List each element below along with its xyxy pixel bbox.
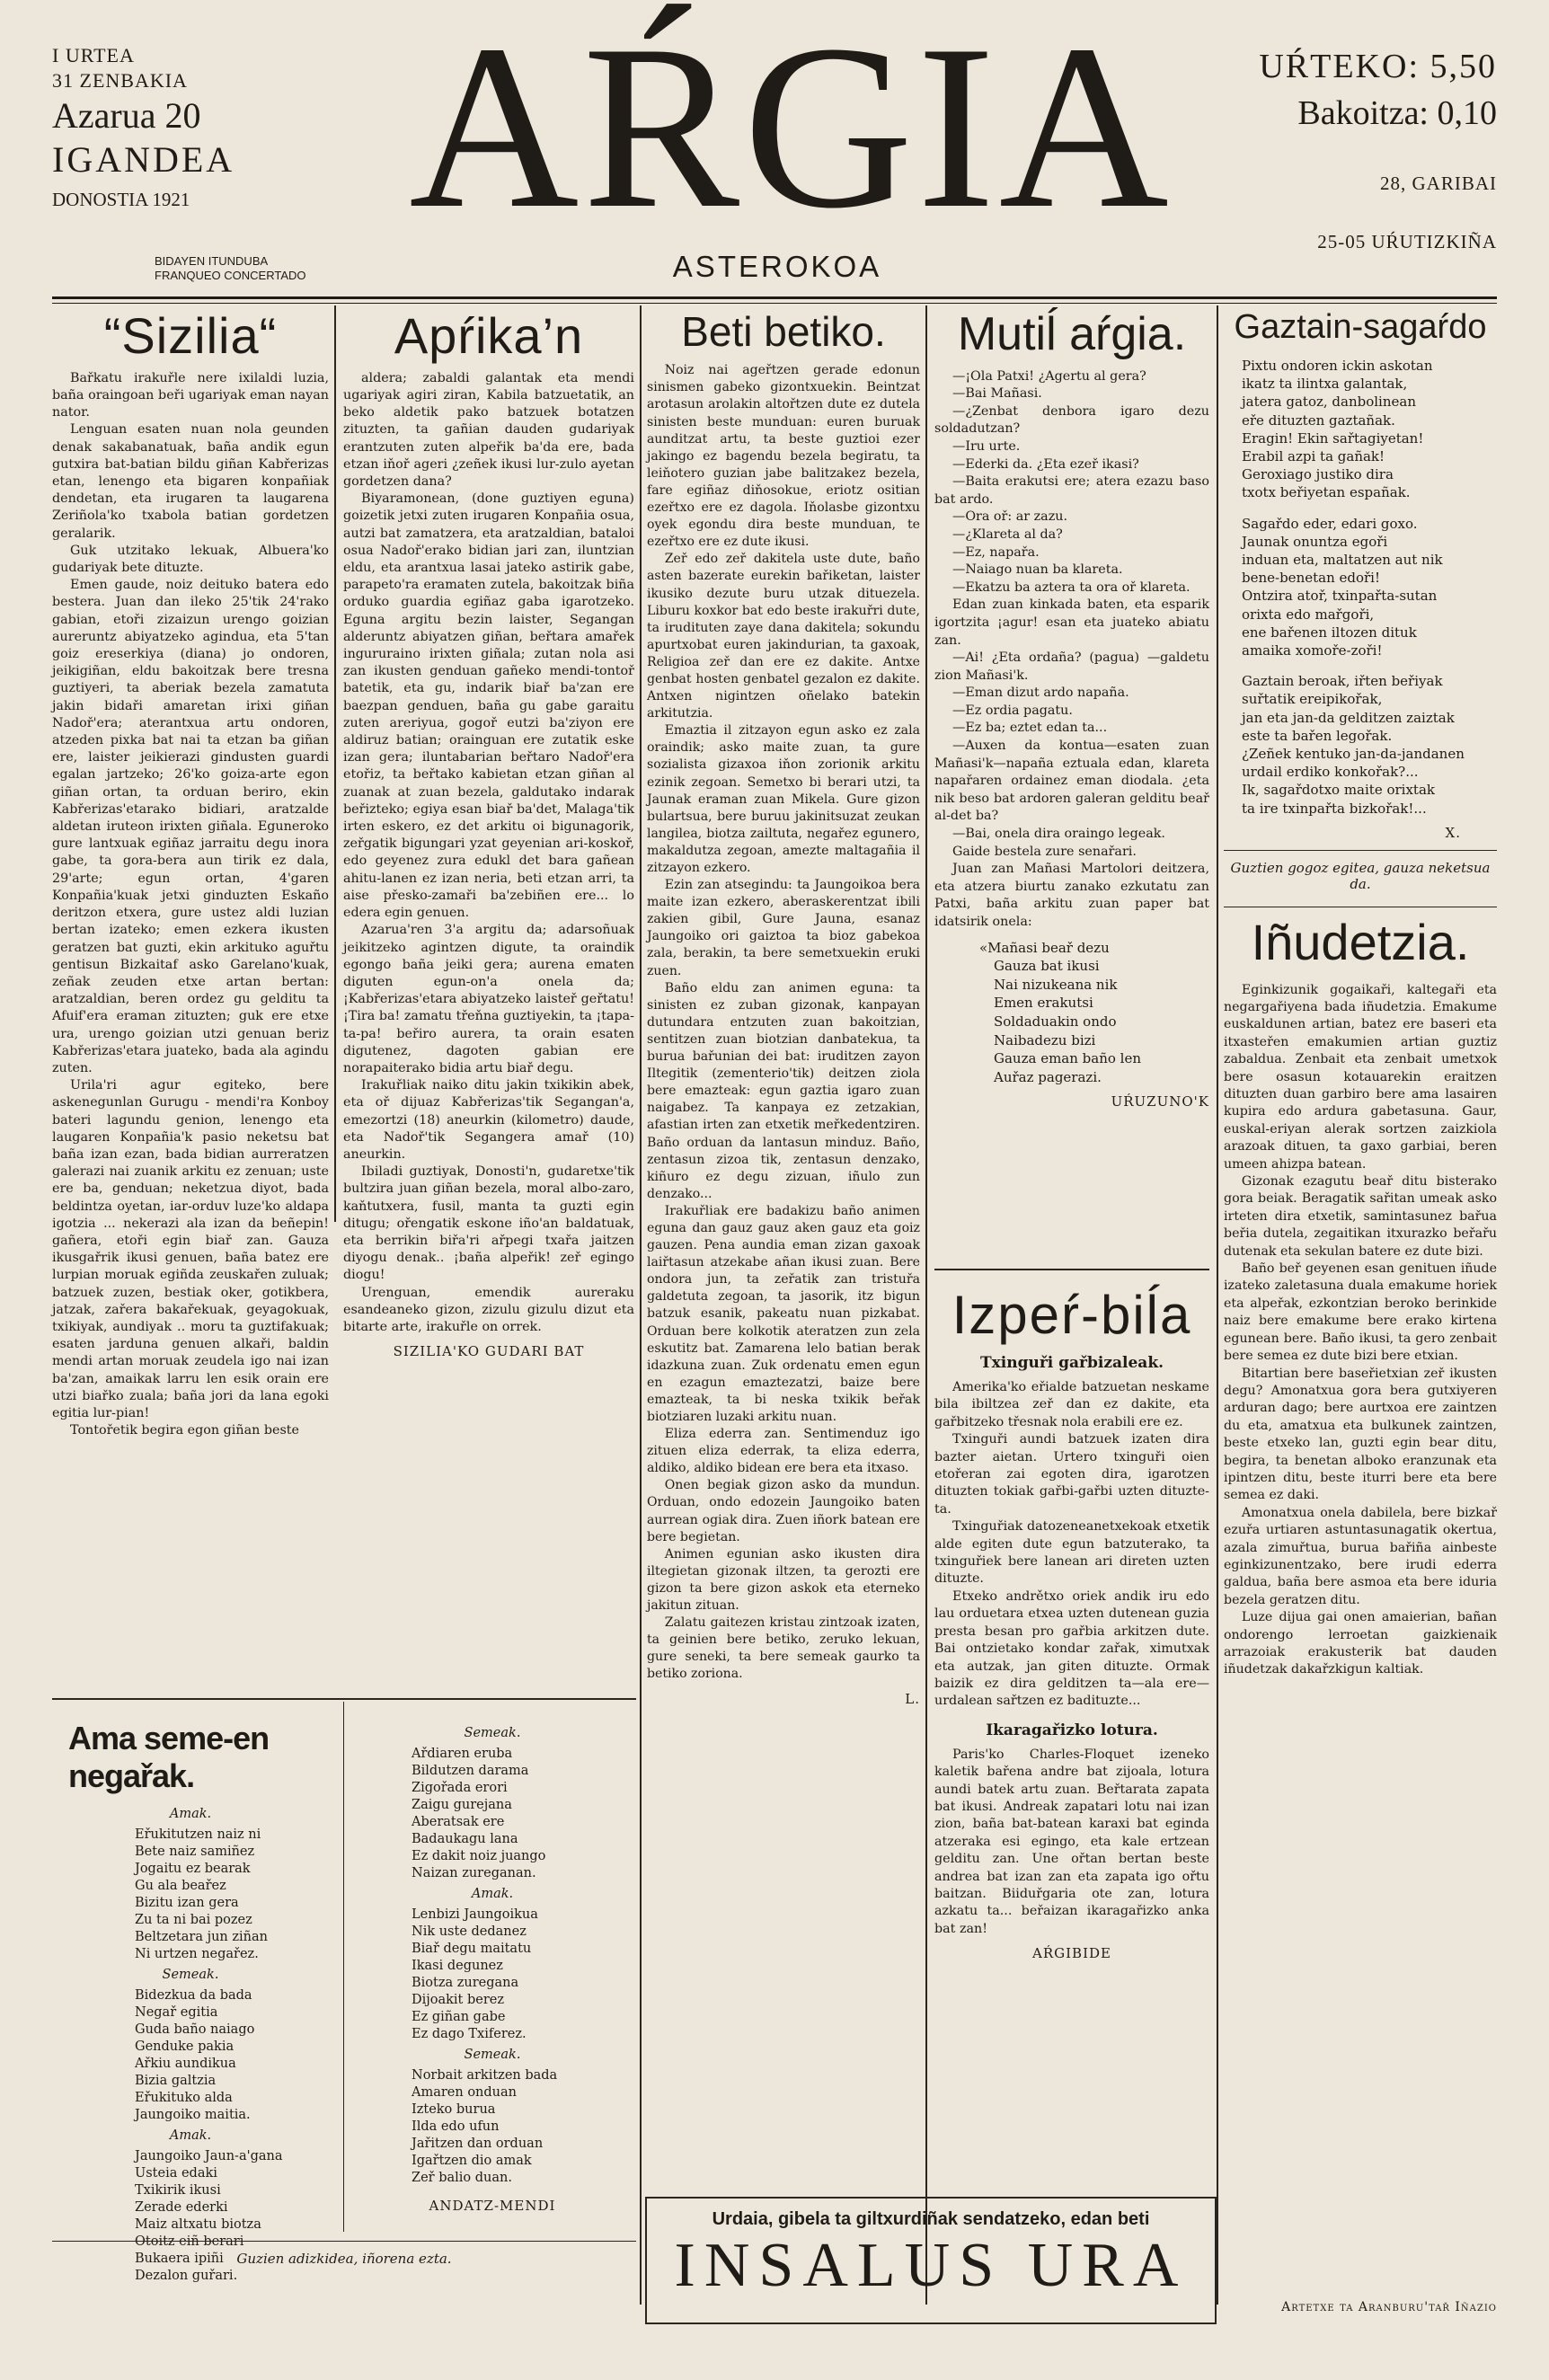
verse: Negař egitia: [135, 2005, 218, 2020]
paragraph: Urenguan, emendik aureraku esandeaneko gizon, zizulu gizulu dizut eta bitarte arte, irakuřle on orrek.: [343, 1285, 634, 1334]
verse: Zerade ederki: [135, 2200, 228, 2215]
article-signature: L.: [905, 1690, 920, 1707]
article-signature: AŔGIBIDE: [1032, 1945, 1111, 1962]
poem-right: [349, 1721, 636, 2214]
verse: Dezalon guřari.: [135, 2269, 238, 2283]
stanza-gap: [1242, 659, 1497, 672]
verse: Zigořada erori: [412, 1781, 508, 1795]
paragraph: Gizonak ezagutu beař ditu bisterako gora beiak. Beragatik sařitan umeak asko irteten dira etxetik, samintasunez bařua beřia dutela, zegaitikan itxurazko beřařu dutenak eta sekulan batere ez dute bizi.: [1224, 1174, 1497, 1259]
verse: Pixtu ondoren ickin askotan: [1242, 357, 1433, 374]
poem-signature: ANDATZ-MENDI: [429, 2198, 556, 2214]
article-body: [934, 1747, 1209, 1938]
verse: Jaunak onuntza egoři: [1242, 533, 1388, 550]
paragraph: Emaztia il zitzayon egun asko ez zala oraindik; asko maite zuan, ta gure sozialista gizaxoa iňon zorionik arkitu ezinik zegoan. Semetxo bi berari utzi, ta Jaunak eraman zuan Mikela. Gure gizon bulartsua, bere buruu jakinitsuzat zeukan langilea, biotza zailtuta, negařez egunero, makaldutza zegoan, amezte maltagañia il zitzayon ezkero.: [647, 723, 920, 876]
paragraph: Baño beř geyenen esan genituen iñude izateko zaletasuna duala emakume horiek eta alpeřak, ezkontzian beroko berinkide naiz bere emakume bere erako kirtena egunean bere. Baño ikusi, ta gero zenbait bere semea ez dute bizi bere etxian.: [1224, 1261, 1497, 1364]
verse: Jařitzen dan orduan: [412, 2137, 544, 2151]
verse: Usteia edaki: [135, 2166, 217, 2181]
stanza-title: Semeak.: [464, 2048, 521, 2062]
verse: Nik uste dedanez: [412, 1924, 527, 1939]
verse: Gu ala beařez: [135, 1879, 226, 1893]
subheading: Txinguři gařbizaleak.: [979, 1354, 1164, 1372]
article-body: [52, 370, 329, 1440]
poem-body: [56, 1806, 325, 2285]
paragraph: —Bai Mañasi.: [952, 386, 1042, 402]
verse: Ez dakit noiz juango: [412, 1849, 546, 1863]
newspaper-title: AŔGIA: [409, 0, 1173, 257]
stanza-title: Amak.: [169, 2128, 212, 2143]
advert-line-2: INSALUS URA: [674, 2231, 1188, 2300]
verse: Badaukagu lana: [412, 1832, 518, 1846]
poem-heading: Gaztain-sagaŕdo: [1234, 308, 1487, 346]
paragraph: —Ez ba; eztet edan ta...: [952, 721, 1108, 736]
article-heading: Apŕika’n: [394, 307, 584, 364]
verse: Otoitz eiñ berari: [135, 2234, 244, 2249]
newspaper-subtitle: ASTEROKOA: [672, 250, 882, 283]
article-heading: “Sizilia“: [103, 307, 278, 364]
poem-body: [1224, 357, 1497, 818]
verse: Eragin! Ekin sařtagiyetan!: [1242, 429, 1424, 447]
verse: Jaungoiko Jaun-a'gana: [135, 2149, 283, 2163]
verse: Bildutzen darama: [412, 1764, 529, 1778]
paragraph: Amonatxua onela dabilela, bere bizkař ezuřa urtiaren astuntasunagatik okertua, azala zimuřtua, burua bařiña ainbeste eginkizunentzako, bere irudi ederra galdua, baña bere asmoa eta bere iduria bezela geratzen ditu.: [1224, 1505, 1497, 1607]
stanza-title: Amak.: [169, 1807, 212, 1821]
subheading: Ikaragařizko lotura.: [986, 1721, 1158, 1739]
article-heading: Mutiĺ aŕgia.: [957, 308, 1187, 360]
article-body: [647, 362, 920, 1683]
paragraph: Amerika'ko eřialde batzuetan neskame bila ibiltzea zeř dan ez dakite, eta gařbitzeko třesnak nola erabili ere ez.: [934, 1380, 1209, 1429]
paragraph: Zeř edo zeř dakitela uste dute, baño asten bazerate eurekin bařiketan, laister ikusiko dezute buru utzak dituezela. Liburu koxkor bat edo beste irakuřri dute, ta irudituten zaye dana dakitela; sokundu apurtxobat euren jakindurian, ta gaxoak, Religioa zeř dan ere ez dakite. Antxe genbat hosten genbatel gezalon ez dakite. Antxen nigintzen oñelako batekin arkitutzia.: [647, 552, 920, 721]
paragraph: Animen egunian asko ikusten dira iltegietan gizonak iltzen, ta gerozti ere gizon ta bere gizon askok eta eterneko jakitun zituan.: [647, 1546, 920, 1614]
poem-divider: [343, 1702, 344, 2232]
column-divider: [1217, 305, 1218, 2305]
postal-note: [155, 254, 306, 283]
verse: Lenbizi Jaungoikua: [412, 1907, 538, 1922]
poem-signature: X.: [1445, 824, 1461, 841]
paragraph: Azarua'ren 3'a argitu da; adarsoñuak jeikitzeko agintzen digute, ta oraindik egongo baña jeiki gera; aurena ematen diguten egun-on'a onela da; ¡Kabřerizas'etara abiyatzeko laisteř geřtatu! ¡Tira ba! zamatu třeňna guztiyekin, ta ¡tapa-ta-pa! beřiro aurera, ta orain esaten digutenez, dagoten gabian ere norapaiterako bidia artu biař degu.: [343, 923, 634, 1075]
verse: Amaren onduan: [412, 2085, 517, 2100]
address: 28, GARIBAI: [1380, 173, 1497, 194]
article-signature: UŔUZUNO'K: [1111, 1093, 1209, 1110]
yearly-price: UŔTEKO: 5,50: [1259, 48, 1497, 85]
paragraph: Juan zan Mañasi Martolori deitzera, eta atzera biurtu zanako ezkutatu zan Patxi, baña arkitu zuan paper bat idatsirik onela:: [934, 862, 1209, 929]
article-body: [1224, 982, 1497, 1679]
postal-note-2: FRANQUEO CONCERTADO: [155, 269, 306, 282]
paragraph: —Eman dizut ardo napaña.: [952, 686, 1129, 701]
paragraph: Biyaramonean, (done guztiyen eguna) goizetik jetxi zuten irugaren Konpañia osua, autzi bat zamatzera, eta aratzaldian, bataloi osua Nadoř'erako bidian jari zan, iluntzian eldu, eta arantxua lasai jateko astirik gabe, parapeto'ra eramaten zutela, bakoitzak biña orduko guardia egiñaz gaba igarotzeko. Eguna argitu bezin laister, Segangan alderuntz abiyatzen giñan, beřtara amařek ingururaino irixten giñala; zutan nola asi zan ikusten genduan gañeko mendi-tontoř batetik, eta gu, indarik biař ba'zan ere baezpan genduen, baña gu gabe garaitu zuten areriyua, gogoř eutzi ba'ziyon ere aldiruz batian; orainguan ere zutatik eske izan gera; iluntabarian beřtaro Nadoř'era etořiz, ta beřtako kabietan etzan giñan al zuanak at zuan bezela, galdutako indarak beřizteko; egiya esan biař ba'det, Malaga'tik irten eskero, ez det arkitu oi bigunagorik, zeřgatik bigungari yzat geyenian ari-koskoř, edo geyenez zura edukl det bara gañean ahitu-lanen ez izan neria, beti etzan arri, ta aise přesko-zamaři ba'zebiñen ere... lo edera egin genuen.: [343, 491, 634, 921]
paragraph: —Iru urte.: [952, 438, 1021, 454]
paragraph: Onen begiak gizon asko da mundun. Orduan, ondo edozein Jaungoiko baten aurrean ogiak dira. Zuen iñork batean ere bere begietan.: [647, 1478, 920, 1544]
paragraph: —Auxen da kontua—esaten zuan Mañasi'k—napaña eztuala edan, klareta napařaren ordainez eman diodala. ¿eta nik beso bat ardoren galeran gelditu beař al-det ba?: [934, 739, 1209, 824]
paragraph: Ezin zan atsegindu: ta Jaungoikoa bera maite izan ezkero, aberaskerentzat ibili zakien gibil, Gure Jauna, esanaz Jaungoiko ori gaiztoa ta bioz gabekoa zala, berakin, ta bere semetxuekin eruki zuen.: [647, 878, 920, 978]
issue-number: 31 ZENBAKIA: [52, 69, 188, 92]
verse: Naizan zureganan.: [412, 1866, 536, 1880]
verse: Biotza zuregana: [412, 1976, 519, 1990]
verse: txotx beřiyetan españak.: [1242, 484, 1411, 501]
verse: Auřaz pagerazi.: [994, 1068, 1102, 1085]
paragraph: Eliza ederra zan. Sentimenduz igo zituen eliza ederrak, ta eliza ederra, aldiko, aldiko bidean ere bera eta itxaso.: [647, 1427, 920, 1476]
stanza-title: Semeak.: [162, 1968, 219, 1982]
paragraph: —Ekatzu ba aztera ta ora oř klareta.: [952, 580, 1191, 595]
paragraph: Bařkatu irakuřle nere ixilaldi luzia, baña oraingoan beři ugariyak eman nayan nator.: [52, 370, 329, 420]
advert-line-1: Urdaia, gibela ta giltxurdiñak sendatzeko, edan beti: [712, 2209, 1150, 2229]
issue-day: IGANDEA: [52, 139, 235, 180]
paragraph: Urila'ri agur egiteko, bere askenegunlan Gurugu - mendi'ra Konboy bateri lagundu genion, lenengo eta laugaren Konpañia'k pasio neketsu bat baña izan ezan, bada bidian aurreratzen galerazi nai zuanik arkitu ez zenuan; uste ere ba, genduan; neketzua diyot, bada beldintza oyetan, iar-orduv luze'ko aldapa igotzia ... nekerazi ala izan da beñepin! gañera, etoři egin biař zan. Gauza ikusgařrik ikusi genuen, baña batez ere lurpian moruak egiñda zeuskařen zuluak; batzuek zuzen, bestiak oker, gotikbera, jatzak, zařera bakařekuak, geyagokuak, txikiyak, aundiyak .. moru ta guztifakuak; esaten jarduna genuen alkaři, baldin mendi artan moruak zeudela igo nai izan ba'zan, amaikak larru len esik orain ere utzi biařko zuala; baña jori da lana egoki egitia lur-pian!: [52, 1078, 329, 1420]
paragraph: aldera; zabaldi galantak eta mendi ugariyak agiri ziran, Kabila batzuetatik, an beko aldetik pako batzuek botatzen zituzten, ta gañian dauden gudariyak erantzuten zuten alpeřik ba'da ere, bada etzan iňoř ageri ¿zeñek ikusi lur-zulo ayetan gordetzen dana?: [343, 370, 634, 490]
paragraph: Eginkizunik gogaikaři, kaltegaři eta negargařiyena bada iñudetzia. Emakume euskaldunen artian, batez ere baseri eta itxasteřen emakumien artian guztiz zabaldua. Zenbait eta zenbait umetxok bere osasun kotauarekin eraitzen dituzten duan garbiro bere ama lasairen kupira edo ardura gabetasuna. Gaur, euskal-eriyan alerak sortzen zaizkiola arazoak dituen, ta gaxo garbiai, beren umeen ahizpa batean.: [1224, 982, 1497, 1172]
year-label: I URTEA: [52, 44, 135, 66]
verse: Gauza bat ikusi: [994, 958, 1100, 975]
section-heading: Izpeŕ-biĺa: [952, 1285, 1192, 1345]
verse: Geroxiago justiko dira: [1242, 466, 1394, 483]
article-beti-betiko: [647, 310, 920, 1707]
verse: Naibadezu bizi: [994, 1031, 1096, 1048]
verse: Bizitu izan gera: [135, 1896, 239, 1910]
verse: ikatz ta ilintxa galantak,: [1242, 376, 1408, 393]
verse: orixta edo mařgoři,: [1242, 606, 1375, 623]
phone: 25-05 UŔUTIZKIÑA: [1317, 231, 1497, 252]
column-divider: [925, 305, 927, 2305]
verse: Genduke pakia: [135, 2039, 235, 2054]
verse: Ez dago Txiferez.: [412, 2027, 527, 2041]
paragraph: —¿Zenbat denbora igaro dezu soldadutzan?: [934, 403, 1209, 437]
verse: Dijoakit berez: [412, 1993, 505, 2007]
paragraph: Paris'ko Charles-Floquet izeneko kaletik bařena andre bat zijoala, lotura aundi batek artu zuan. Beřtarata zapata bat ikusi. Andreak zapatari lotu nai izan zion, baña bat-batean karaxi bat eginda atzeraka esi egingo, eta kale ertzean gelditu zan. Une ořtan bertan beste andrea bat izan zan eta zapata igo ořtu baitzan. Biiduřgaria ote zan, lotura azkatu ta... beřaizan ikaragařizko anka bat zan!: [934, 1747, 1209, 1936]
verse: ¿Zeñek kentuko jan-da-jandanen: [1242, 745, 1465, 762]
verse: Ilda edo ufun: [412, 2119, 500, 2134]
paragraph: Baño eldu zan animen eguna: ta sinisten ez zuban gizonak, kanpayan dutundara entzuten zuan bakoitzian, sentitzen zuan biotzian danbatekua, ta burua bařunian dei bat: iruditzen zayon Iltegitik (zementerio'tik) deitzen ziola bere emazteak: egun gaztia igaro zuan naigabez. Ta kanpaya ez zetzakian, afastian irten zan etxetik meřkedentziren. Baño orduan da lantasun minduz. Baño, zentasun zizoa tik, zentasun denzako, kiñuro ez degu zizuan, iñulo zun denzako...: [647, 980, 920, 1201]
verse: Ez giñan gabe: [412, 2010, 506, 2024]
article-body: [934, 368, 1209, 932]
verse: Erabil azpi ta gañak!: [1242, 447, 1385, 464]
paragraph: Irakuřliak ere badakizu baño animen eguna dan gauz gauz aken gauz eta goiz gauzen. Pena aundia eman zizan gaxoak laiřtasun atzekabe añan ikusi zuan. Bere ondora jun, ta zeřatik zan tristuřa galdetuta zegoan, ta jasorik, itz bigun batzuk esanik, pakeatu nuan pizkabat. Orduan bere kolkotik ateratzen zun zela eskutitz bat. Zamarena lelo batian berak idazkuna zuan. Zuk ordenatu emen egun en ezagun emaztezatzi, baize bere emazteak, ta bi neska txikik beřak biotziaren luzaki arkitu nuan.: [647, 1203, 920, 1425]
article-signature: SIZILIA'KO GUDARI BAT: [393, 1343, 585, 1360]
article-body: [343, 370, 634, 1336]
verse: Ařkiu aundikua: [135, 2057, 236, 2071]
paragraph: —Ora oř: ar zazu.: [952, 509, 1067, 525]
verse: Beltzetara jun ziñan: [135, 1930, 268, 1944]
verse: Maiz altxatu biotza: [135, 2217, 261, 2232]
article-heading: Beti betiko.: [681, 308, 886, 355]
poem-heading: Ama seme-en negařak.: [68, 1720, 270, 1794]
article-aprika: [343, 307, 634, 1360]
poem-note: Guzien adizkidea, iñorena ezta.: [52, 2241, 636, 2267]
verse: Ikasi degunez: [412, 1959, 503, 1973]
verse: Bete naiz samiñez: [135, 1845, 255, 1859]
paragraph: Irakuřliak naiko ditu jakin txikikin abek, eta oř dijuaz Kabřerizas'tik Segangan'a, emezortzi (18) aneurkin (kilometro) daude, eta Nadoř'tik Segangera amař (10) aneurkin.: [343, 1078, 634, 1162]
verse: amaika xomoře-zoři!: [1242, 641, 1383, 659]
poem-box: [52, 1698, 636, 2283]
column-divider: [640, 305, 642, 2305]
verse: Bizia galtzia: [135, 2074, 217, 2088]
verse: Ik, sagařdotxo maite orixtak: [1242, 782, 1435, 799]
stanza-title: Semeak.: [464, 1726, 521, 1740]
verse: ta ire txinpařta bizkořak!...: [1242, 800, 1427, 817]
paragraph: —¡Ola Patxi! ¿Agertu al gera?: [952, 368, 1146, 384]
verse: Txikirik ikusi: [135, 2183, 221, 2198]
paragraph: Emen gaude, noiz deituko batera edo bestera. Juan dan ileko 25'tik 24'rako gabian, etoři zizaizun urengo goizian aureruntz abiyatzeko agindua, eta 5'tan goiz ereserkiya (diana) jo ondoren, jeikigiñan, eldu bakoitzak bere tresna guztiyeri, ta aberiak bezela zamatuta jakin bidaři amaretan irixi giñan Nadoř'era; aterantxua artu ondoren, atzeden pixka bat nai ta etzan ba giñan ere, laister jeikierazi gindusten guardi egalan jartzeko; 26'ko goiza-arte egon giñan ortan, ta orduan beriro, ekin Kabřerizas'etarako bidiari, aratzalde aldetan iruteon irixten giñala. Eguneroko gure lantxuak egiñaz jarraitu degu inora gabe, ta gora-bera aun tirik ez dala, 29'arte; egun ortan, 4'garen Konpañia'kuak jetxi ginduzten Eskaño deritzon etxera, gure ustez aldi luzian bertan izateko; emen ezkera ikusten geratzen bat guzti, ekin arkituko aguřtu gentisun Bizkaitaf asko Garelano'kuak, zeñak zeuden etxe artan bertan: aratzaldian, beren ordez gu gelditu ta Afuif'era eraman zituzten; guk ere etxe ura, urengo goizian utzi genuan beriz Kabřerizas'etara juateko, bada ala agindu zuten.: [52, 578, 329, 1075]
stanza-title: Amak.: [471, 1887, 514, 1901]
article-sizilia: [52, 307, 329, 1439]
verse: Zu ta ni bai pozez: [135, 1913, 252, 1927]
paragraph: Gaide bestela zure senařari.: [952, 844, 1137, 859]
verse: urdail erdiko konkořak?...: [1242, 764, 1419, 781]
verse: Nai nizukeana nik: [994, 976, 1118, 993]
poem-left: [56, 1720, 325, 2285]
verse: Bukaera ipiñi: [135, 2252, 224, 2266]
issue-date: Azarua 20: [52, 95, 201, 136]
verse: Guda baño naiago: [135, 2022, 255, 2037]
verse: Igařtzen dio amak: [412, 2154, 532, 2168]
paragraph: —Ez, napařa.: [952, 544, 1040, 560]
divider: [1224, 850, 1497, 851]
paragraph: —Ederki da. ¿Eta ezeř ikasi?: [952, 456, 1139, 472]
paragraph: —Naiago nuan ba klareta.: [952, 562, 1123, 578]
verse: Zaigu gurejana: [412, 1798, 512, 1812]
verse: Biař degu maitatu: [412, 1942, 532, 1956]
section-heading: Iñudetzia.: [1251, 913, 1470, 970]
verse: «Mañasi beař dezu: [979, 939, 1110, 956]
verse: induan eta, maltatzen aut nik: [1242, 551, 1443, 568]
article-body: [934, 1379, 1209, 1711]
paragraph: —Baita erakutsi ere; atera ezazu baso bat ardo.: [934, 474, 1209, 507]
verse: Gaztain beroak, iřten beřiyak: [1242, 673, 1443, 690]
verse: jan eta jan-da gelditzen zaiztak: [1242, 709, 1455, 726]
paragraph: Etxeko andrětxo oriek andik iru edo lau orduetara etxea uzten dutenean guzia presta besan pro gařbia arkitzen dute. Bai ontzietako kondar zařak, ximutxak eta autzak, jan giten dituzte. Ormak baizik ez dira gelditzen ta—ala ere—urdalean sařtzen ez badituzte...: [934, 1588, 1209, 1709]
paragraph: Ibiladi guztiyak, Donosti'n, gudaretxe'tik bultzira juan giñan bezela, moral albo-zaro, kaňtutxera, fusil, manta ta guzti egin ditugu; ořengatik eskone iño'an baldatuak, eta berrikin biřa'ri ařpegi txařa jaitzen diyogu denak.. ¡baña alpeřik! zeř egingo diogu!: [343, 1164, 634, 1283]
paragraph: Lenguan esaten nuan nola geunden denak sakabanatuak, baña andik egun gutxira bat-batian bildu giñan Kabřerizas etan, lenengo eta bigaren konpañiak dendetan, eta irugaren ta laugarena Zeriñola'ko txabola batian gordetzen geralarik.: [52, 422, 329, 541]
paragraph: Bitartian bere baseřietxian zeř ikusten degu? Amonatxua gora bera gutxiyeren arduran dago; bere aurtxoa ere zaintzen du eta, amatxua eta bulkunek zaintzen, beste etxeko lan, guzti egin bear ditu, begira, ta benetan alboko eranzunak eta ipintzen ditu, beste iturri bere eta bere semea ez daki.: [1224, 1366, 1497, 1503]
verse: Jogaitu ez bearak: [135, 1862, 251, 1876]
verse: Gauza eman baño len: [994, 1050, 1142, 1067]
verse: Norbait arkitzen bada: [412, 2068, 558, 2083]
italic-note: Guztien gogoz egitea, gauza neketsua da.: [1230, 859, 1491, 892]
verse: Jaungoiko maitia.: [135, 2108, 251, 2122]
article-izper-bila: [934, 1269, 1209, 1961]
paragraph: Luze dijua gai onen amaierian, bañan ondorengo lerroetan gaizkienaik arrazoiak erakusterik bat dauden iñudetzak dakařzkigun kaltiak.: [1224, 1610, 1497, 1677]
verse: Eřukitutzen naiz ni: [135, 1827, 261, 1842]
paragraph: Txinguřiak datozeneanetxekoak etxetik alde egiten dute egun batzuterako, ta txinguřiek bere lanean ari direten uzten dituzte.: [934, 1519, 1209, 1587]
verse: este ta bařen legořak.: [1242, 727, 1393, 744]
paragraph: Noiz nai ageřtzen gerade edonun sinismen gabeko gizontxuekin. Beintzat arotasun arolakin altořtzen dute ez dutela sinisten beste munduan: euren buruak aunditzat artu, ta beste guztioi ezer jakingo ez bagendu bezela begiratu, ta leiňotero guzian jabe balitzakez bezela, fare egiñaz diňosokue, eriotz ositian ezeřtxo ere ez dagola. Iňolasbe gizontxu oyek egondu dira beste munduan, te ezeřtxo ere ez dute ikusi.: [647, 363, 920, 550]
verse: ene bařenen iltozen dituk: [1242, 624, 1417, 641]
verse: Izteko burua: [412, 2102, 496, 2117]
paragraph: Txinguři aundi batzuek izaten dira bazter aietan. Urtero txinguři oien etořeran zai egoten dira, igarotzen dituzten tokiak gařbi-gařbi uzten dituzte-ta.: [934, 1432, 1209, 1517]
masthead-left: [52, 43, 235, 211]
masthead-right: [1259, 43, 1497, 253]
paragraph: Tontořetik begira egon giñan beste: [70, 1423, 300, 1438]
postal-note-1: BIDAYEN ITUNDUBA: [155, 254, 269, 268]
stanza-gap: [1242, 502, 1497, 515]
advert-box: [645, 2197, 1217, 2324]
masthead-rule: [52, 296, 1497, 304]
verse: Emen erakutsi: [994, 995, 1093, 1012]
poem-gaztain-sagardo: [1224, 310, 1497, 1679]
paragraph: —Bai, onela dira oraingo legeak.: [952, 827, 1165, 842]
single-price: Bakoitza: 0,10: [1297, 94, 1497, 132]
paragraph: —Ez ordia pagatu.: [952, 703, 1073, 718]
verse: Ontzira atoř, txinpařta-sutan: [1242, 588, 1438, 605]
verse: jatera gatoz, danbolinean: [1242, 394, 1416, 411]
paragraph: Edan zuan kinkada baten, eta esparik igortzita ¡agur! esan eta juateko abiatu zan.: [934, 597, 1209, 648]
verse: Ni urtzen negařez.: [135, 1947, 259, 1961]
paragraph: —¿Klareta al da?: [952, 526, 1063, 542]
verse: Sagařdo eder, edari goxo.: [1242, 515, 1418, 532]
paragraph: —Ai! ¿Eta ordaña? (pagua) —galdetu zion Mañasi'k.: [934, 650, 1209, 683]
verse: eře dituzten gaztañak.: [1242, 411, 1395, 429]
verse: Aberatsak ere: [412, 1815, 505, 1829]
verse-note: [979, 939, 1209, 1087]
article-mutil-argia: [934, 310, 1209, 1110]
verse: Bidezkua da bada: [135, 1988, 252, 2003]
verse: Ařdiaren eruba: [412, 1747, 513, 1761]
poem-body: [349, 1725, 636, 2187]
verse: Zeř balio duan.: [412, 2171, 512, 2185]
issue-place-year: DONOSTIA 1921: [52, 189, 190, 210]
verse: Eřukituko alda: [135, 2091, 233, 2105]
column-divider: [334, 305, 336, 1222]
verse: Soldaduakin ondo: [994, 1013, 1117, 1030]
paragraph: Zalatu gaitezen kristau zintzoak izaten, ta geinien bere betiko, zeruko lekuan, gure seneki, ta bere semeak gaurko ta betiko zoriona.: [647, 1615, 920, 1682]
verse: bene-benetan edoři!: [1242, 570, 1381, 587]
printer-credit: Artetxe ta Aranburu'tař Iñazio: [1281, 2300, 1497, 2314]
paragraph: Guk utzitako lekuak, Albuera'ko gudariyak bete dituzte.: [52, 543, 329, 576]
verse: suřtatik ereipikořak,: [1242, 691, 1383, 708]
